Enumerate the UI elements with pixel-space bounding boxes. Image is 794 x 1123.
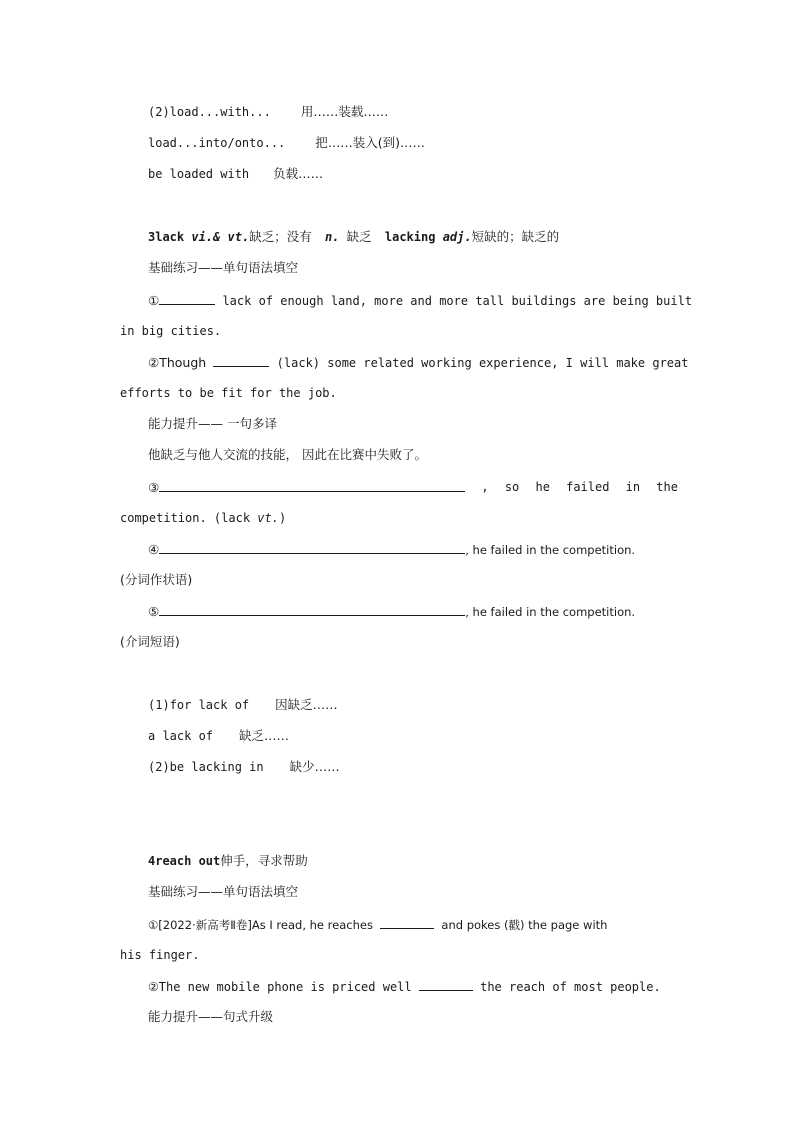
question-number: ① <box>148 293 160 308</box>
headword: lacking <box>384 230 436 244</box>
translation-5 <box>148 603 678 620</box>
question-text: and pokes (戳) the page with <box>441 918 608 932</box>
subheading-basic: 基础练习——单句语法填空 <box>148 260 299 275</box>
note-be-lacking-in <box>148 759 678 775</box>
meaning: 缺少…… <box>289 759 340 774</box>
phrase: (2)load...with... <box>148 105 271 119</box>
pos: adj. <box>442 230 472 244</box>
question-number: ①[2022·新高考Ⅱ卷]As I read, he reaches <box>148 918 373 932</box>
pos: vt. <box>227 230 250 244</box>
question-4-1-cont: his finger. <box>120 948 200 962</box>
question-1-cont: in big cities. <box>120 324 222 338</box>
question-text: lack of enough land, more and more tall buildings are being built <box>222 294 693 308</box>
answer-blank[interactable] <box>159 479 465 492</box>
subheading-basic-4: 基础练习——单句语法填空 <box>148 884 299 899</box>
meaning: 用……装载…… <box>300 104 389 119</box>
question-text: (lack) some related working experience, I will make great <box>276 356 689 370</box>
translation-4 <box>148 541 678 558</box>
answer-blank[interactable] <box>419 978 473 991</box>
word: the <box>656 480 678 494</box>
question-text: , he failed in the competition. <box>465 605 636 619</box>
question-4-2 <box>148 978 678 995</box>
answer-blank[interactable] <box>159 541 465 554</box>
translate-prompt: 他缺乏与他人交流的技能， 因此在比赛中失败了。 <box>148 447 427 462</box>
note-load-into <box>148 135 678 151</box>
question-number: ⑤ <box>148 604 160 619</box>
pos: n. <box>324 230 340 244</box>
translation-3-cont <box>120 510 680 526</box>
answer-blank[interactable] <box>159 292 215 305</box>
word: failed <box>566 480 610 494</box>
pos: vi.& <box>191 230 221 244</box>
meaning: 短缺的；缺乏的 <box>471 229 560 244</box>
word: so <box>504 480 520 494</box>
note-loaded-with <box>148 166 678 182</box>
text: competition. (lack <box>120 511 251 525</box>
phrase: (2)be lacking in <box>148 760 264 774</box>
meaning: 把……装入(到)…… <box>315 135 426 150</box>
question-text: ②The new mobile phone is priced well <box>148 980 412 994</box>
section-heading-reach-out <box>148 853 678 869</box>
question-2-cont: efforts to be fit for the job. <box>120 386 337 400</box>
translation-3 <box>148 479 678 496</box>
question-2 <box>148 354 689 371</box>
note-load-with <box>148 104 678 120</box>
meaning: 伸手，寻求帮助 <box>220 853 308 868</box>
meaning: 缺乏…… <box>239 728 290 743</box>
subheading-advanced-4: 能力提升——句式升级 <box>148 1009 274 1024</box>
question-4-1 <box>148 916 678 933</box>
pos: vt. <box>257 511 279 525</box>
word: he <box>535 480 550 494</box>
translation-4-note: (分词作状语) <box>120 572 193 587</box>
note-a-lack-of <box>148 728 678 744</box>
translation-5-note: (介词短语) <box>120 634 180 649</box>
phrase: (1)for lack of <box>148 698 250 712</box>
question-1 <box>148 292 693 309</box>
meaning: 因缺乏…… <box>275 697 338 712</box>
phrase: a lack of <box>148 729 214 743</box>
question-number: ④ <box>148 542 160 557</box>
subheading-advanced: 能力提升—— 一句多译 <box>148 416 277 431</box>
question-number: ②Though <box>148 355 207 370</box>
word: in <box>625 480 641 494</box>
answer-blank[interactable] <box>159 603 465 616</box>
answer-blank[interactable] <box>213 354 269 367</box>
text: ) <box>278 511 287 525</box>
comma: , <box>481 480 489 494</box>
question-text: , he failed in the competition. <box>465 543 636 557</box>
headword: 3lack <box>148 230 185 244</box>
meaning: 负载…… <box>273 166 324 181</box>
note-for-lack-of <box>148 697 678 713</box>
question-text: the reach of most people. <box>480 980 661 994</box>
question-number: ③ <box>148 480 160 495</box>
phrase: load...into/onto... <box>148 136 286 150</box>
meaning: 缺乏；没有 <box>249 229 312 244</box>
answer-blank[interactable] <box>380 916 434 929</box>
meaning: 缺乏 <box>346 229 372 244</box>
section-heading-lack <box>148 229 678 245</box>
phrase: be loaded with <box>148 167 250 181</box>
headword: 4reach out <box>148 854 221 868</box>
